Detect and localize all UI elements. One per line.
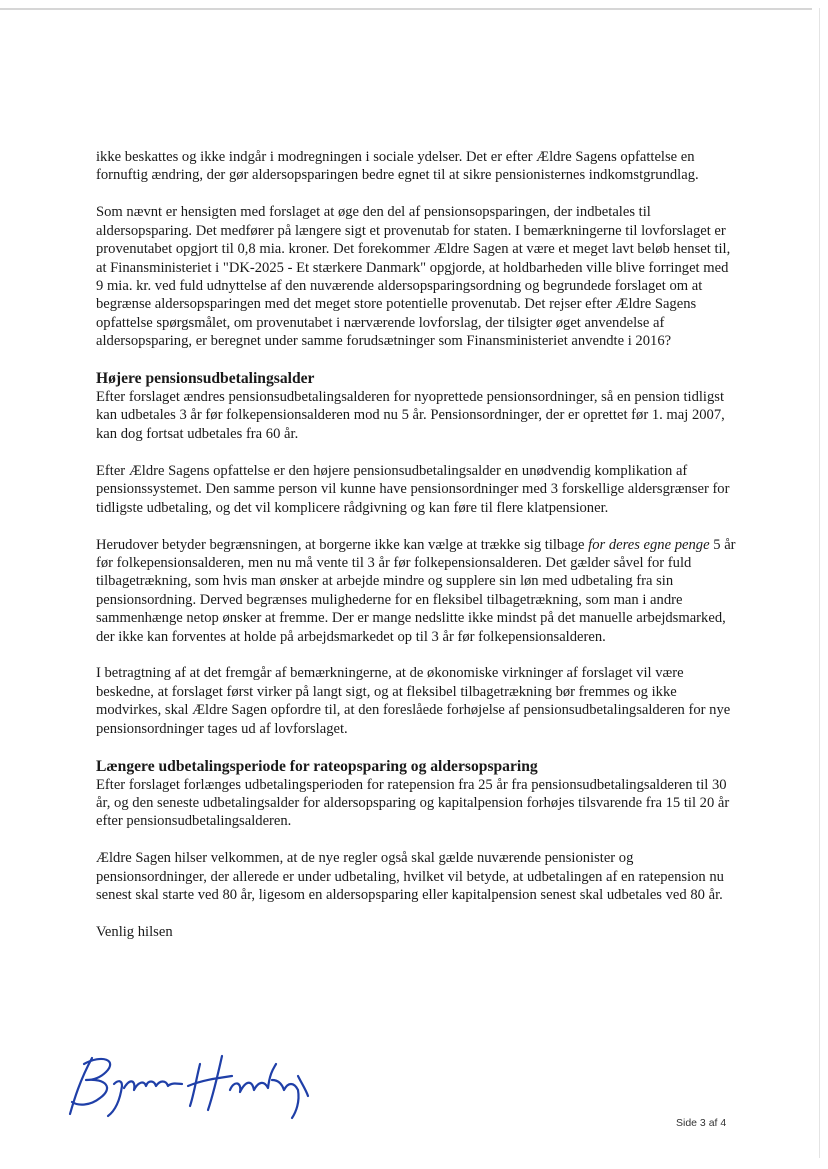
scan-edge-right	[819, 8, 820, 1158]
paragraph-7: Efter forslaget forlænges udbetalingsperioden for ratepension fra 25 år fra pensionsudbetalingsalderen til 30 år, og den seneste udbetalingsalder for aldersopsparing og kapitalpension forhøjes tilsvarende fra 15 til 20 år efter pensionsudbetalingsalderen.	[96, 776, 730, 830]
paragraph-1: ikke beskattes og ikke indgår i modregningen i sociale ydelser. Det er efter Ældre Sagens opfattelse en fornuftig ændring, der gør aldersopsparingen bedre egnet til at sikre pensionisternes indkomstgrundlag.	[96, 149, 699, 184]
paragraph-4: Efter Ældre Sagens opfattelse er den højere pensionsudbetalingsalder en unødvendig komplikation af pensionssystemet. Den samme person vil kunne have pensionsordninger med 3 forskellige aldersgrænser for tidligste udbetaling, og det vil komplicere rådgivning og kan føre til flere klatpensioner.	[96, 462, 730, 516]
paragraph-5-emphasis: for deres egne penge	[588, 536, 710, 553]
paragraph-5	[96, 536, 736, 646]
section-heading-payout-period: Længere udbetalingsperiode for rateopsparing og aldersopsparing	[96, 757, 538, 775]
paragraph-5-part-b: 5 år før folkepensionsalderen, men nu må vente til 3 år før folkepensionsalderen. Det gælder såvel for fuld tilbagetrækning, som hvis man ønsker at arbejde mindre og supplere sin løn med udbetaling fra sin pensionsordning. Derved begrænses mulighederne for en fleksibel tilbagetrækning, som man i andre sammenhænge netop ønsker at fremme. Der er mange nedslitte ikke mindst på det manuelle arbejdsmarked, der ikke kan forventes at holde på arbejdsmarkedet op til 3 år før folkepensionsalderen.	[96, 536, 736, 645]
scan-edge-top	[0, 8, 812, 10]
paragraph-6: I betragtning af at det fremgår af bemærkningerne, at de økonomiske virkninger af forslaget vil være beskedne, at forslaget først virker på langt sigt, og at fleksibel tilbagetrækning bør fremmes og ikke modvirkes, skal Ældre Sagen opfordre til, at den foreslåede forhøjelse af pensionsudbetalingsalderen for nye pensionsordninger tages ud af lovforslaget.	[96, 665, 731, 737]
paragraph-3: Efter forslaget ændres pensionsudbetalingsalderen for nyoprettede pensionsordninger, så en pension tidligst kan udbetales 3 år før folkepensionsalderen mod nu 5 år. Pensionsordninger, der er oprettet før 1. maj 2007, kan dog fortsat udbetales fra 60 år.	[96, 389, 725, 442]
handwritten-signature	[62, 1050, 312, 1120]
paragraph-2: Som nævnt er hensigten med forslaget at øge den del af pensionsopsparingen, der indbetales til aldersopsparing. Det medfører på længere sigt et provenutab for staten. I bemærkningerne til lovforslaget er provenutabet opgjort til 0,8 mia. kroner. Det forekommer Ældre Sagen at være et meget lavt beløb henset til, at Finansministeriet i "DK-2025 - Et stærkere Danmark" opgjorde, at holdbarheden ville blive forringet med 9 mia. kr. ved fuld udnyttelse af den nuværende aldersopsparingsordning og begrundede forslaget om at begrænse aldersopsparingen med det meget store potentielle provenutab. Det rejser efter Ældre Sagens opfattelse spørgsmålet, om provenutabet i nærværende lovforslag, der tilsigter øget anvendelse af aldersopsparing, er beregnet under samme forudsætninger som Finansministeriet anvendte i 2016?	[96, 204, 731, 350]
letter-body	[96, 148, 736, 960]
paragraph-5-part-a: Herudover betyder begrænsningen, at borgerne ikke kan vælge at trække sig tilbage	[96, 536, 589, 553]
section-heading-pension-age: Højere pensionsudbetalingsalder	[96, 370, 315, 388]
paragraph-8: Ældre Sagen hilser velkommen, at de nye regler også skal gælde nuværende pensionister og pensionsordninger, der allerede er under udbetaling, hvilket vil betyde, at udbetalingen af en ratepension nu senest skal starte ved 80 år, ligesom en aldersopsparing eller kapitalpension senest skal udbetales ved 80 år.	[96, 850, 724, 904]
closing-greeting: Venlig hilsen	[96, 924, 173, 940]
page-number: Side 3 af 4	[676, 1117, 727, 1129]
